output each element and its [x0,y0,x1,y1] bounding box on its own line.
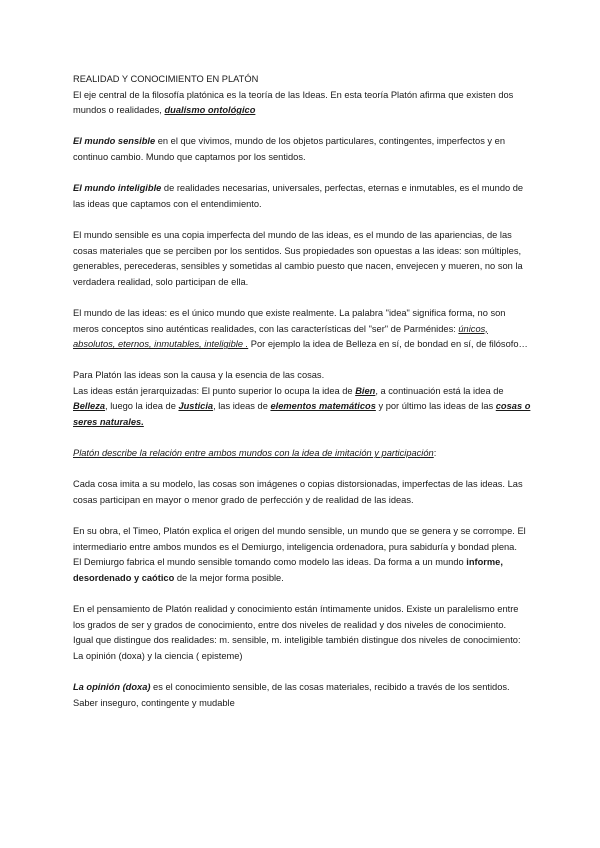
jerarquia-text-2: , a continuación está la idea de [375,385,504,396]
copia-paragraph: El mundo sensible es una copia imperfecta del mundo de las ideas, es el mundo de las apariencias, de las cosas materiales que se perciben por los sentidos. Sus propiedades son opuestas a las ideas: son múltiples, generables, perecederas, sensibles y sometidas al cambio puesto que nacen, envejecen y mueren, no son la verdadera realidad, solo participan de ella. [73,229,523,287]
relacion-text: Platón describe la relación entre ambos mundos con la idea de imitación y participación [73,448,434,459]
intro-text: El eje central de la filosofía platónica es la teoría de las Ideas. En esta teoría Platón afirma que existen dos mundos o realidades, [73,89,514,116]
justicia-term: Justicia [178,401,214,412]
causa-line: Para Platón las ideas son la causa y la esencia de las cosas. [73,370,325,381]
imita-paragraph: Cada cosa imita a su modelo, las cosas son imágenes o copias distorsionadas, imperfectas de las ideas. Las cosas participan en mayor o menor grado de perfección y de realidad de las ideas. [73,479,523,506]
ideas-tail: Por ejemplo la idea de Belleza en sí, de bondad en sí, de filósofo… [248,339,528,350]
opinion-term: La opinión (doxa) [73,682,151,693]
opinion-text: es el conocimiento sensible, de las cosas materiales, recibido a través de los sentidos. Saber inseguro, contingente y mudable [73,682,510,708]
jerarquia-text-3: , luego la idea de [105,401,179,412]
document-body [73,72,531,727]
jerarquia-text-1: Las ideas están jerarquizadas: El punto superior lo ocupa la idea de [73,385,356,396]
igual-paragraph: Igual que distingue dos realidades: m. sensible, m. inteligible también distingue dos niveles de conocimiento: La opinión (doxa) y la ciencia ( episteme) [73,635,521,661]
sensible-paragraph [73,134,531,165]
demiurgo-tail: de la mejor forma posible. [174,573,284,583]
bien-term: Bien [355,385,376,396]
jerarquia-paragraph [73,384,531,431]
inteligible-term: El mundo inteligible [73,183,162,194]
demiurgo-text: El Demiurgo fabrica el mundo sensible tomando como modelo las ideas. Da forma a un mundo [73,557,467,568]
ideas-properties: únicos, absolutos, eternos, inmutables, inteligible . [73,323,488,350]
matematicos-term: elementos matemáticos [270,401,376,412]
demiurgo-bold: informe, desordenado y caótico [73,557,503,583]
sensible-text: en el que vivimos, mundo de los objetos particulares, contingentes, imperfectos y en continuo cambio. Mundo que captamos por los sentidos. [73,136,505,162]
jerarquia-text-5: y por último las ideas de las [375,401,496,412]
jerarquia-text-4: , las ideas de [213,401,271,412]
pensamiento-paragraph: En el pensamiento de Platón realidad y conocimiento están íntimamente unidos. Existe un paralelismo entre los grados de ser y grados de conocimiento, entre dos niveles de realidad y dos niveles de conocimiento. [73,604,519,630]
timeo-paragraph: En su obra, el Timeo, Platón explica el origen del mundo sensible, un mundo que se genera y se corrompe. El intermediario entre ambos mundos es el Demiurgo, inteligencia ordenadora, pura sabiduría y bondad plena. [73,526,526,552]
belleza-term: Belleza [73,401,106,412]
sensible-term: El mundo sensible [73,136,156,147]
opinion-paragraph [73,680,531,711]
intro-paragraph [73,88,531,119]
ideas-paragraph [73,306,531,353]
inteligible-paragraph [73,181,531,212]
inteligible-text: de realidades necesarias, universales, perfectas, eternas e inmutables, es el mundo de las ideas que captamos con el entendimiento. [73,183,524,209]
document-title: REALIDAD Y CONOCIMIENTO EN PLATÓN [73,74,259,84]
demiurgo-paragraph [73,555,531,586]
relacion-heading [73,446,531,462]
ideas-text: El mundo de las ideas: es el único mundo que existe realmente. La palabra "idea" significa forma, no son meros conceptos sino auténticas realidades, con las características del "ser" de Parménides: [73,307,506,334]
relacion-colon: : [433,448,437,459]
naturales-term: cosas o seres naturales. [73,401,531,428]
dualismo-term: dualismo ontológico [164,105,256,116]
